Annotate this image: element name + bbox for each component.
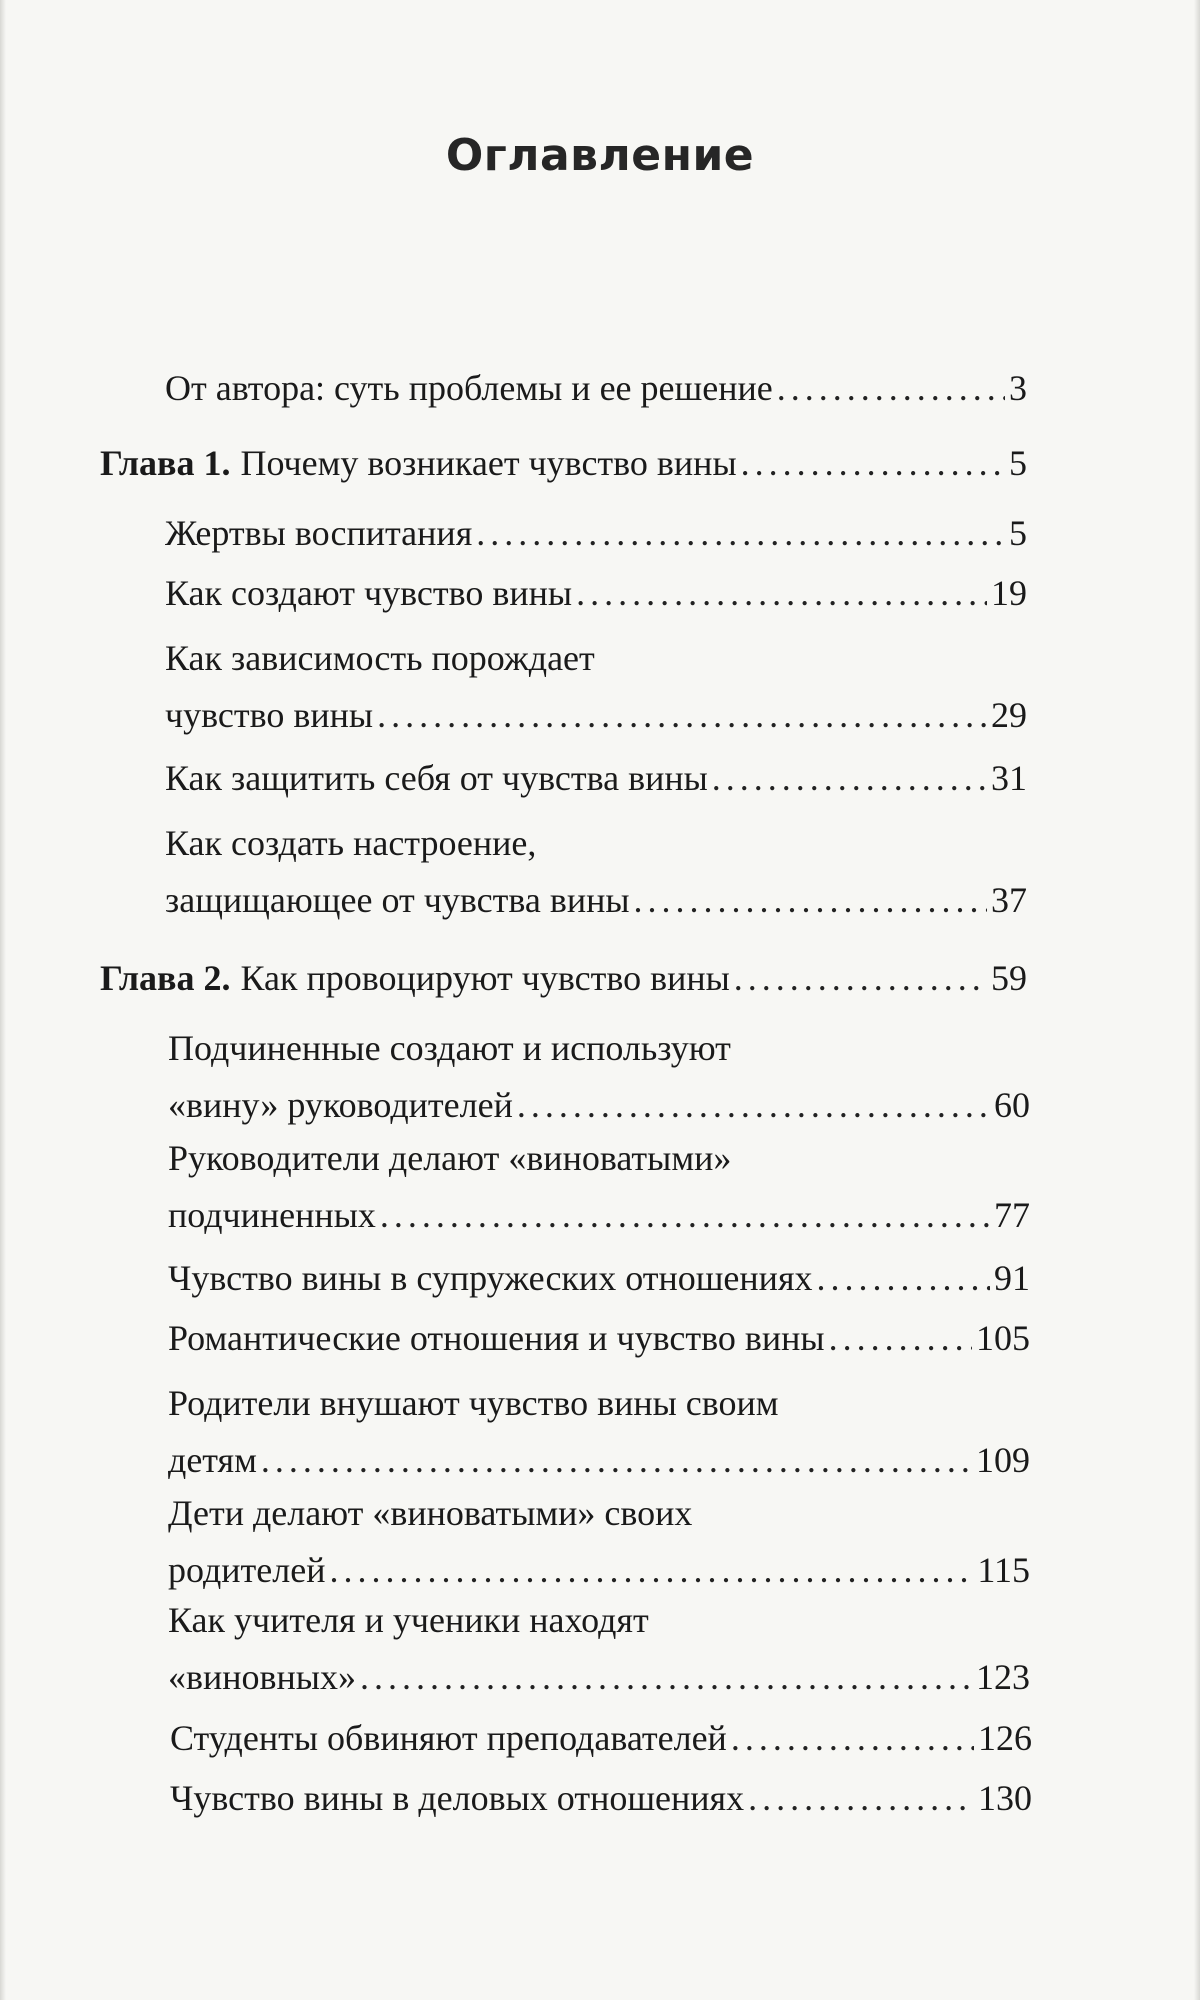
- dot-leader: [731, 1710, 974, 1767]
- toc-entry-title-line-1: Подчиненные создают и используют: [168, 1028, 731, 1068]
- dot-leader: [748, 1770, 974, 1827]
- toc-entry-title-line-1: Родители внушают чувство вины своим: [168, 1383, 779, 1423]
- dot-leader: [777, 360, 1005, 417]
- toc-chapter-2: [100, 950, 1027, 1007]
- dot-leader: [329, 1542, 973, 1599]
- toc-entry: [165, 630, 1027, 744]
- dot-leader: [517, 1077, 990, 1134]
- toc-entry: [165, 815, 1027, 929]
- toc-title: Оглавление: [445, 130, 755, 181]
- toc-entry: [165, 750, 1027, 807]
- toc-entry-title-line-2: родителей: [168, 1550, 326, 1590]
- toc-entry-title-line-2: «вину» руководителей: [168, 1085, 513, 1125]
- toc-entry-title: Почему возникает чувство вины: [240, 443, 737, 483]
- toc-entry-preface: [165, 360, 1027, 417]
- toc-entry: [168, 1310, 1030, 1367]
- chapter-label: Глава 1.: [100, 443, 231, 483]
- dot-leader: [380, 1187, 990, 1244]
- toc-entry-title: Как провоцируют чувство вины: [240, 958, 730, 998]
- toc-entry-title: Романтические отношения и чувство вины: [168, 1318, 825, 1358]
- toc-entry-title-line-2: «виновных»: [168, 1657, 356, 1697]
- dot-leader: [360, 1649, 972, 1706]
- chapter-label: Глава 2.: [100, 958, 231, 998]
- toc-entry-title-line-1: Руководители делают «виноватыми»: [168, 1138, 732, 1178]
- toc-entry-title: Как защитить себя от чувства вины: [165, 758, 708, 798]
- toc-entry-title-line-2: детям: [168, 1440, 257, 1480]
- toc-entry-title-line-2: защищающее от чувства вины: [165, 880, 630, 920]
- toc-entry-title: От автора: суть проблемы и ее решение: [165, 368, 773, 408]
- toc-page-number: 60: [994, 1085, 1030, 1125]
- dot-leader: [476, 505, 1005, 562]
- toc-entry: [170, 1710, 1032, 1767]
- toc-page-number: 115: [977, 1550, 1030, 1590]
- toc-page-number: 130: [978, 1778, 1032, 1818]
- toc-entry-title-line-1: Как учителя и ученики находят: [168, 1600, 649, 1640]
- toc-page-number: 91: [994, 1258, 1030, 1298]
- dot-leader: [734, 950, 987, 1007]
- toc-entry: [165, 565, 1027, 622]
- toc-page-number: 3: [1009, 368, 1027, 408]
- toc-entry: [168, 1592, 1030, 1706]
- page-edge-right: [1194, 0, 1200, 2000]
- toc-entry: [170, 1770, 1032, 1827]
- toc-chapter-1: [100, 435, 1027, 492]
- dot-leader: [817, 1250, 990, 1307]
- toc-entry-title-line-1: Дети делают «виноватыми» своих: [168, 1493, 693, 1533]
- dot-leader: [741, 435, 1005, 492]
- toc-entry: [168, 1250, 1030, 1307]
- toc-entry-title: Студенты обвиняют преподавателей: [170, 1718, 727, 1758]
- toc-page-number: 105: [976, 1318, 1030, 1358]
- page-edge-left: [0, 0, 6, 2000]
- toc-page-number: 37: [991, 880, 1027, 920]
- toc-entry: [168, 1375, 1030, 1489]
- toc-entry: [168, 1020, 1030, 1134]
- toc-entry: [165, 505, 1027, 562]
- toc-page-number: 109: [976, 1440, 1030, 1480]
- toc-page-number: 19: [991, 573, 1027, 613]
- dot-leader: [829, 1310, 972, 1367]
- toc-entry-title-line-2: подчиненных: [168, 1195, 376, 1235]
- toc-page-number: 77: [994, 1195, 1030, 1235]
- toc-entry: [168, 1130, 1030, 1244]
- toc-entry-title: Чувство вины в деловых отношениях: [170, 1778, 745, 1818]
- dot-leader: [712, 750, 987, 807]
- toc-entry-title-line-2: чувство вины: [165, 695, 374, 735]
- toc-page-number: 29: [991, 695, 1027, 735]
- dot-leader: [377, 687, 987, 744]
- toc-page-number: 59: [991, 958, 1027, 998]
- dot-leader: [576, 565, 987, 622]
- toc-entry-title-line-1: Как зависимость порождает: [165, 638, 595, 678]
- toc-page-number: 126: [978, 1718, 1032, 1758]
- toc-page-number: 5: [1009, 443, 1027, 483]
- toc-page-number: 31: [991, 758, 1027, 798]
- toc-entry-title: Жертвы воспитания: [165, 513, 473, 553]
- toc-entry: [168, 1485, 1030, 1599]
- toc-entry-title-line-1: Как создать настроение,: [165, 823, 537, 863]
- toc-entry-title: Как создают чувство вины: [165, 573, 573, 613]
- dot-leader: [634, 872, 987, 929]
- toc-entry-title: Чувство вины в супружеских отношениях: [168, 1258, 813, 1298]
- toc-page-number: 123: [976, 1657, 1030, 1697]
- toc-page-number: 5: [1009, 513, 1027, 553]
- dot-leader: [261, 1432, 972, 1489]
